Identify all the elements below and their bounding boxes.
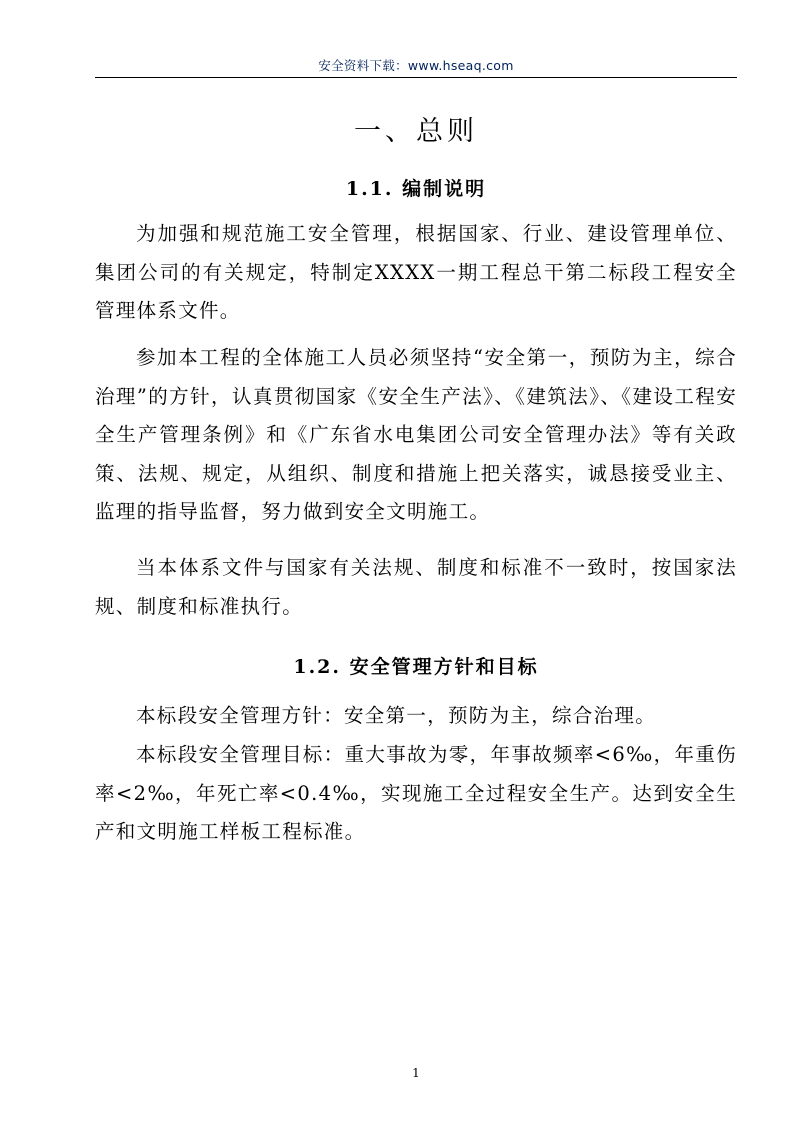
- section-title-1-2: 1.2. 安全管理方针和目标: [293, 656, 539, 678]
- chapter-title: 一、总则: [354, 116, 478, 147]
- paragraph-1-2-a: 本标段安全管理方针：安全第一，预防为主，综合治理。: [136, 704, 657, 727]
- page-header: 安全资料下载：www.hseaq.com: [95, 55, 737, 78]
- paragraph-1-1-c: 当本体系文件与国家有关法规、制度和标准不一致时，按国家法规、制度和标准执行。: [95, 556, 737, 618]
- paragraph-1-1-a: 为加强和规范施工安全管理，根据国家、行业、建设管理单位、集团公司的有关规定，特制定XXXX一期工程总干第二标段工程安全管理体系文件。: [95, 222, 737, 322]
- page-number: 1: [412, 1066, 420, 1080]
- section-title-1-1: 1.1. 编制说明: [345, 178, 487, 200]
- paragraph-1-1-b: 参加本工程的全体施工人员必须坚持“安全第一，预防为主，综合治理”的方针，认真贯彻国家《安全生产法》、《建筑法》、《建设工程安全生产管理条例》和《广东省水电集团公司安全管理办法》等有关政策、法规、规定，从组织、制度和措施上把关落实，诚恳接受业主、监理的指导监督，努力做到安全文明施工。: [95, 346, 737, 523]
- paragraph-1-2-b: 本标段安全管理目标：重大事故为零，年事故频率<6‰，年重伤率<2‰，年死亡率<0.4‰，实现施工全过程安全生产。达到安全生产和文明施工样板工程标准。: [95, 743, 737, 843]
